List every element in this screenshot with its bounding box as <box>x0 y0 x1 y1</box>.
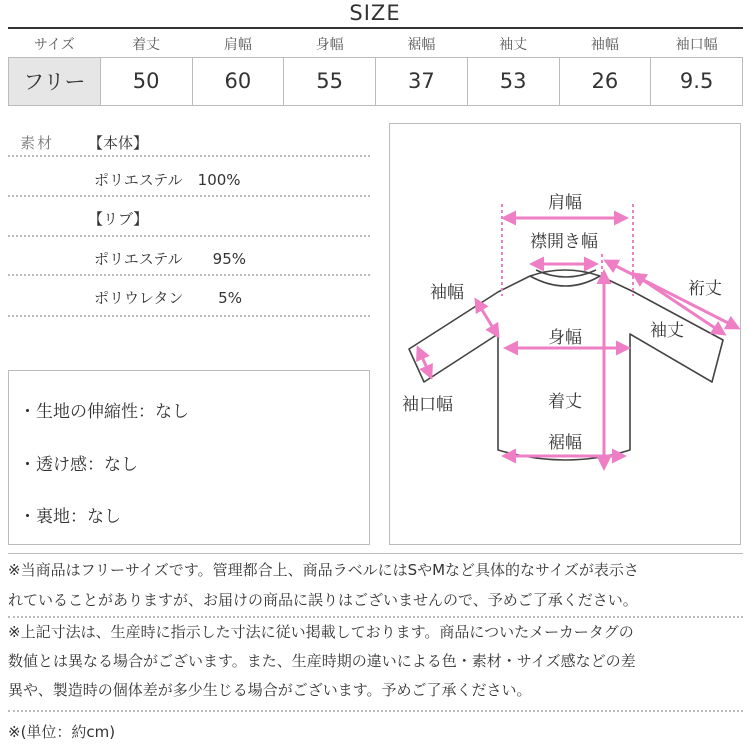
material-row <box>8 237 370 276</box>
size-table-row <box>9 57 743 105</box>
label-cuff-width: 袖口幅 <box>402 395 453 415</box>
label-sleeve-width: 袖幅 <box>430 283 464 303</box>
notes-divider <box>8 710 743 712</box>
label-hem-width: 裾幅 <box>548 433 582 453</box>
label-body-width: 身幅 <box>548 328 582 348</box>
note-2-line-3: 異や、製造時の個体差が多少生じる場合がございます。予めご了承ください。 <box>8 681 532 699</box>
header-hem-width: 裾幅 <box>407 37 436 54</box>
measurement-diagram <box>389 123 741 545</box>
cell-sleeve-length: 53 <box>467 57 559 105</box>
cell-shoulder-width: 60 <box>192 57 284 105</box>
cell-body-width: 55 <box>284 57 376 105</box>
material-row <box>8 124 370 157</box>
header-shoulder-width: 肩幅 <box>223 37 252 54</box>
header-length: 着丈 <box>132 37 161 54</box>
label-sleeve-length: 袖丈 <box>650 321 684 341</box>
label-shoulder-width: 肩幅 <box>548 193 582 213</box>
note-2-line-2: 数値とは異なる場合がございます。また、生産時期の違いによる色・素材・サイズ感などの差 <box>8 652 636 670</box>
material-rib-heading: 【リブ】 <box>88 210 149 228</box>
note-1-line-2: れていることがありますが、お届けの商品に誤りはございませんので、予めご了承ください。 <box>8 591 638 609</box>
material-row <box>8 276 370 317</box>
feature-sheerness: ・透け感：なし <box>19 455 138 475</box>
cell-size: フリー <box>9 57 101 105</box>
material-label: 素材 <box>20 134 55 152</box>
material-rib-line2: ポリウレタン 5% <box>94 289 242 307</box>
material-row <box>8 197 370 237</box>
feature-stretch: ・生地の伸縮性：なし <box>19 402 189 422</box>
material-rib-line1: ポリエステル 95% <box>94 250 246 268</box>
notes-divider <box>8 553 743 554</box>
unit-note: ※(単位：約cm) <box>8 723 116 741</box>
material-row <box>8 157 370 197</box>
size-table <box>8 32 743 106</box>
material-body-line: ポリエステル 100% <box>94 171 241 189</box>
feature-lining: ・裏地：なし <box>19 507 121 527</box>
header-cuff-width: 袖口幅 <box>675 37 718 54</box>
size-table-header-row <box>9 32 743 57</box>
header-sleeve-width: 袖幅 <box>590 37 619 54</box>
header-sleeve-length: 袖丈 <box>499 37 528 54</box>
title-divider <box>8 27 743 29</box>
cell-length: 50 <box>100 57 192 105</box>
label-neck-width: 襟開き幅 <box>530 232 598 252</box>
note-1-line-1: ※当商品はフリーサイズです。管理都合上、商品ラベルにはSやMなど具体的なサイズが表示さ <box>8 561 639 579</box>
cell-sleeve-width: 26 <box>559 57 651 105</box>
cell-cuff-width: 9.5 <box>651 57 743 105</box>
size-title: SIZE <box>349 1 401 25</box>
material-body-heading: 【本体】 <box>88 134 149 152</box>
cell-hem-width: 37 <box>376 57 468 105</box>
label-length: 着丈 <box>548 392 582 412</box>
note-2-line-1: ※上記寸法は、生産時に指示した寸法に従い掲載しております。商品についたメーカータグの <box>8 623 634 641</box>
label-yuki: 裄丈 <box>688 279 722 299</box>
header-body-width: 身幅 <box>315 37 344 54</box>
features-box <box>8 370 370 545</box>
sleeve-width-line <box>476 300 498 336</box>
header-size: サイズ <box>33 37 75 54</box>
